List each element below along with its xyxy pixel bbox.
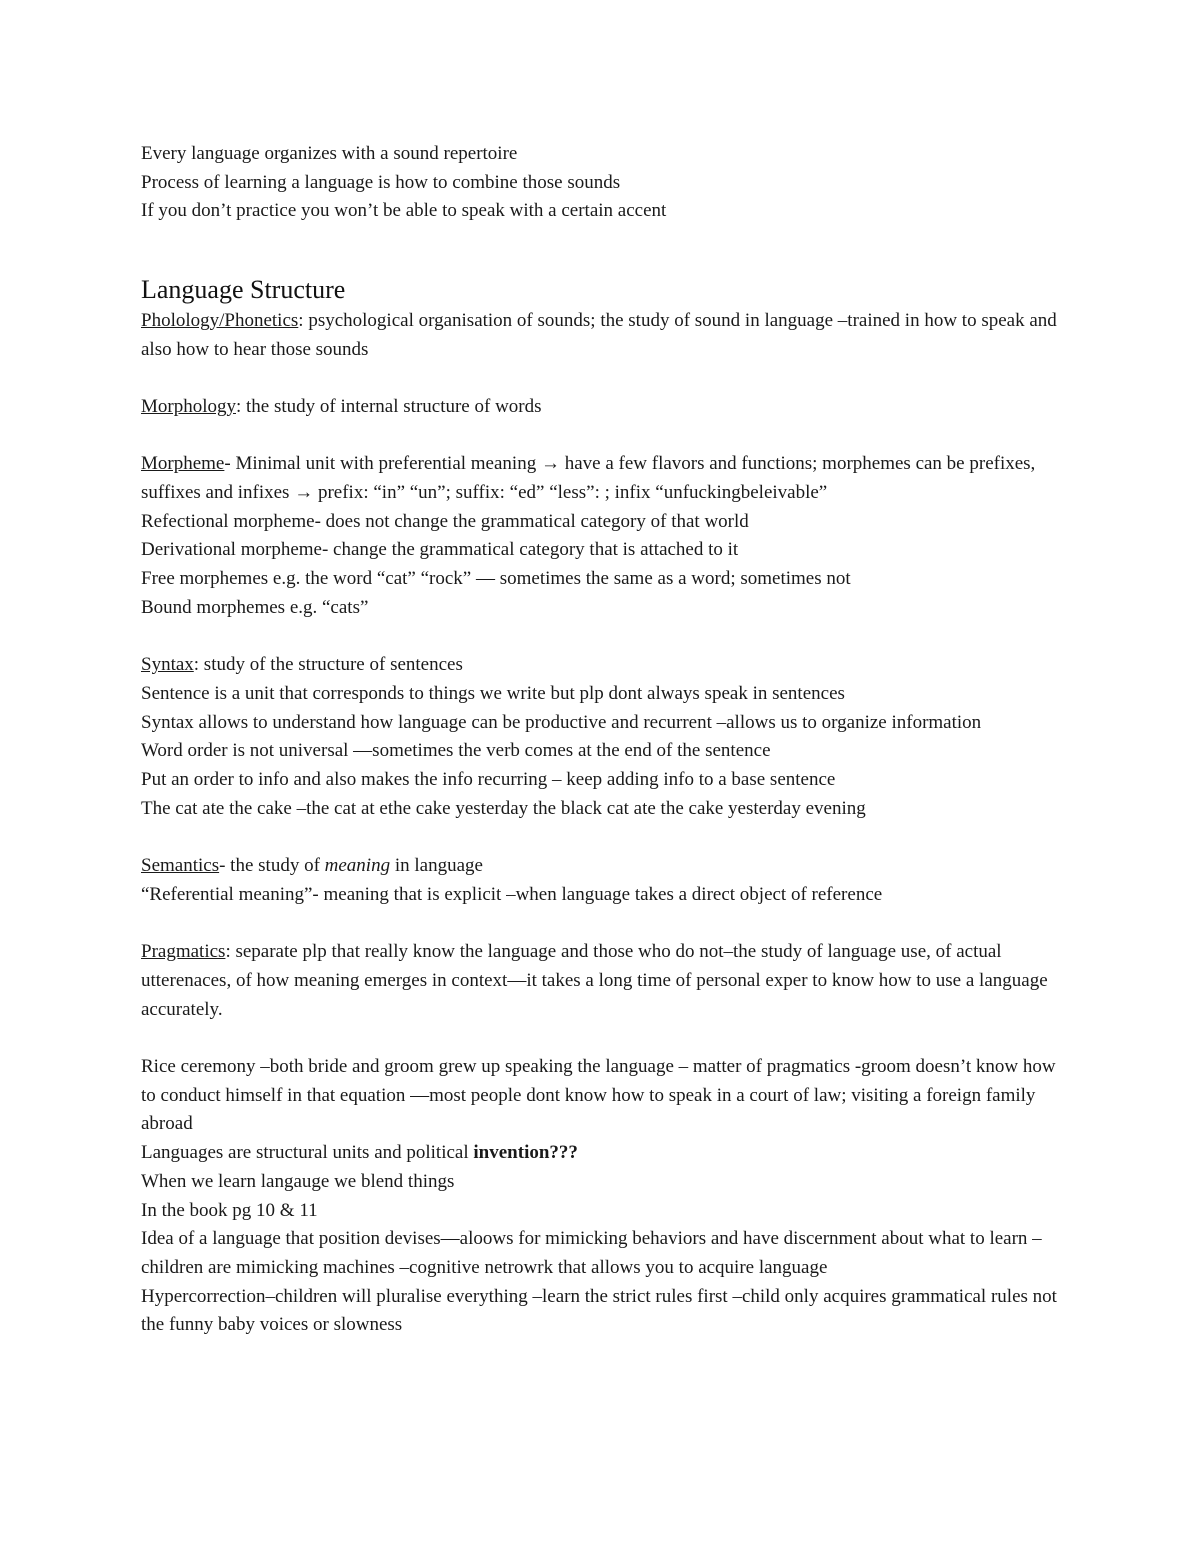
invention-line bbox=[141, 1139, 1066, 1168]
spacer bbox=[141, 364, 1066, 393]
invention-text: Languages are structural units and political bbox=[141, 1142, 474, 1164]
intro-line: Process of learning a language is how to combine those sounds bbox=[141, 171, 621, 193]
closing-line: Hypercorrection–children will pluralise everything –learn the strict rules first –child only acquires grammatical rules not the funny baby voices or slowness bbox=[141, 1285, 1057, 1336]
spacer bbox=[141, 623, 1066, 652]
syntax-line: Sentence is a unit that corresponds to things we write but plp dont always speak in sentences bbox=[141, 682, 845, 704]
closing-line: Idea of a language that position devises—aloows for mimicking behaviors and have discernment about what to learn –children are mimicking machines –cognitive netrowrk that allows you to acquire language bbox=[141, 1228, 1042, 1278]
semantics-paragraph bbox=[141, 852, 1066, 881]
morpheme-definition: - Minimal unit with preferential meaning → have a few flavors and functions; morphemes can be prefixes, suffixes and infixes → prefix: “in” “un”; suffix: “ed” “less”: ; infix “unfuckingbeleivable” bbox=[141, 453, 1036, 503]
semantics-definition-pre: - the study of bbox=[219, 855, 325, 877]
pragmatics-definition: : separate plp that really know the language and those who do not–the study of language use, of actual utterenaces, of how meaning emerges in context—it takes a long time of personal exper to know how to use a language accurately. bbox=[141, 941, 1048, 1020]
intro-line: Every language organizes with a sound repertoire bbox=[141, 143, 518, 164]
morpheme-term: Morpheme bbox=[141, 453, 225, 475]
morpheme-line: Bound morphemes e.g. “cats” bbox=[141, 596, 369, 618]
spacer bbox=[141, 823, 1066, 852]
section-heading: Language Structure bbox=[141, 274, 346, 304]
syntax-paragraph bbox=[141, 651, 1066, 680]
semantics-definition-post: in language bbox=[390, 855, 483, 877]
phonology-paragraph bbox=[141, 307, 1066, 364]
syntax-line: Put an order to info and also makes the info recurring – keep adding info to a base sentence bbox=[141, 769, 836, 790]
semantics-term: Semantics bbox=[141, 855, 220, 877]
morphology-definition: : the study of internal structure of words bbox=[236, 395, 542, 417]
spacer bbox=[141, 422, 1066, 451]
spacer bbox=[141, 910, 1066, 939]
morpheme-line: Refectional morpheme- does not change the grammatical category of that world bbox=[141, 510, 749, 532]
phonology-definition: : psychological organisation of sounds; the study of sound in language –trained in how to speak and also how to hear those sounds bbox=[141, 309, 1057, 360]
morphology-term: Morphology bbox=[141, 395, 236, 417]
spacer bbox=[141, 1024, 1066, 1053]
morphology-paragraph bbox=[141, 393, 1066, 422]
syntax-definition: : study of the structure of sentences bbox=[193, 654, 463, 676]
pragmatics-term: Pragmatics bbox=[141, 941, 226, 963]
morpheme-line: Free morphemes e.g. the word “cat” “rock” — sometimes the same as a word; sometimes not bbox=[141, 568, 851, 590]
syntax-term: Syntax bbox=[141, 654, 194, 676]
rice-ceremony-paragraph: Rice ceremony –both bride and groom grew up speaking the language – matter of pragmatics -groom doesn’t know how to conduct himself in that equation —most people dont know how to speak in a court of law; visiting a foreign family abroad bbox=[141, 1055, 1056, 1135]
syntax-line: Syntax allows to understand how language can be productive and recurrent –allows us to organize information bbox=[141, 711, 982, 733]
closing-line: In the book pg 10 & 11 bbox=[141, 1199, 318, 1221]
syntax-line: Word order is not universal —sometimes the verb comes at the end of the sentence bbox=[141, 740, 771, 762]
morpheme-line: Derivational morpheme- change the grammatical category that is attached to it bbox=[141, 539, 739, 561]
semantics-line: “Referential meaning”- meaning that is explicit –when language takes a direct object of reference bbox=[141, 883, 883, 905]
semantics-emphasis: meaning bbox=[324, 855, 391, 877]
intro-line: If you don’t practice you won’t be able to speak with a certain accent bbox=[141, 200, 667, 222]
phonology-term: Pholology/Phonetics bbox=[141, 309, 299, 331]
document-page bbox=[141, 140, 1066, 1340]
morpheme-paragraph bbox=[141, 450, 1066, 507]
syntax-line: The cat ate the cake –the cat at ethe cake yesterday the black cat ate the cake yesterday evening bbox=[141, 797, 866, 819]
closing-line: When we learn langauge we blend things bbox=[141, 1170, 455, 1192]
spacer bbox=[141, 226, 1066, 255]
pragmatics-paragraph bbox=[141, 938, 1066, 1024]
invention-bold: invention??? bbox=[473, 1142, 578, 1164]
